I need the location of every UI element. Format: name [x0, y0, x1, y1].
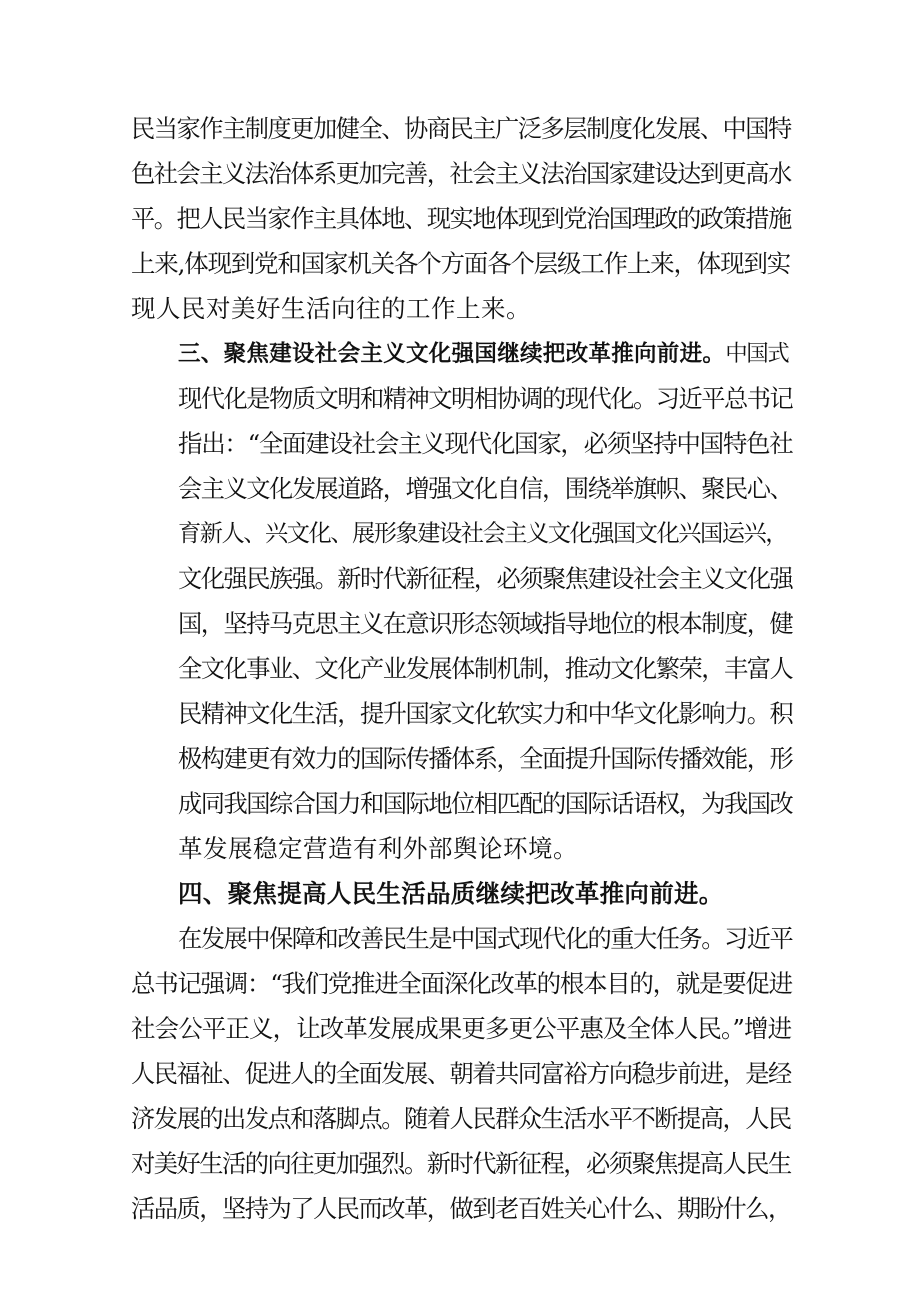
para1-line: 平。把人民当家作主具体地、现实地体现到党治国理政的政策措施 — [131, 204, 791, 233]
para1-line: 色社会主义法治体系更加完善，社会主义法治国家建设达到更高水 — [131, 159, 791, 188]
section4-heading: 四、聚焦提高人民生活品质继续把改革推向前进。 — [178, 879, 724, 908]
section4-line: 活品质，坚持为了人民而改革，做到老百姓关心什么、期盼什么， — [131, 1194, 791, 1223]
section3-line: 全文化事业、文化产业发展体制机制，推动文化繁荣，丰富人 — [178, 654, 793, 683]
section3-line: 文化强民族强。新时代新征程，必须聚焦建设社会主义文化强 — [178, 564, 793, 593]
para1-line: 民当家作主制度更加健全、协商民主广泛多层制度化发展、中国特 — [131, 114, 791, 143]
section4-line: 济发展的出发点和落脚点。随着人民群众生活水平不断提高，人民 — [131, 1104, 791, 1133]
section3-first-line-rest: 中国式 — [725, 341, 789, 367]
section3-line: 成同我国综合国力和国际地位相匹配的国际话语权，为我国改 — [178, 789, 793, 818]
section4-line: 在发展中保障和改善民生是中国式现代化的重大任务。习近平 — [178, 924, 793, 953]
section3-line: 民精神文化生活，提升国家文化软实力和中华文化影响力。积 — [178, 699, 793, 728]
section4-line: 社会公平正义，让改革发展成果更多更公平惠及全体人民。”增进 — [131, 1014, 792, 1043]
para1-line: 上来,体现到党和国家机关各个方面各个层级工作上来，体现到实 — [131, 249, 790, 278]
section3-line: 指出：“全面建设社会主义现代化国家，必须坚持中国特色社 — [178, 429, 793, 458]
section3-line: 会主义文化发展道路，增强文化自信，围绕举旗帜、聚民心、 — [178, 474, 793, 503]
section3-heading: 三、聚焦建设社会主义文化强国继续把改革推向前进。 — [178, 341, 726, 367]
section3-line: 现代化是物质文明和精神文明相协调的现代化。习近平总书记 — [178, 384, 793, 413]
section3-line: 国，坚持马克思主义在意识形态领域指导地位的根本制度，健 — [178, 609, 793, 638]
section4-line: 总书记强调：“我们党推进全面深化改革的根本目的，就是要促进 — [131, 969, 792, 998]
para1-line: 现人民对美好生活向往的工作上来。 — [131, 294, 531, 323]
section4-line: 人民福祉、促进人的全面发展、朝着共同富裕方向稳步前进，是经 — [131, 1059, 791, 1088]
section3-line: 育新人、兴文化、展形象建设社会主义文化强国文化兴国运兴， — [178, 520, 788, 547]
section3-first-line — [178, 338, 788, 372]
section3-line: 革发展稳定营造有利外部舆论环境。 — [178, 834, 578, 863]
section3-line: 极构建更有效力的国际传播体系，全面提升国际传播效能，形 — [178, 744, 793, 773]
section4-line: 对美好生活的向往更加强烈。新时代新征程，必须聚焦提高人民生 — [131, 1149, 791, 1178]
